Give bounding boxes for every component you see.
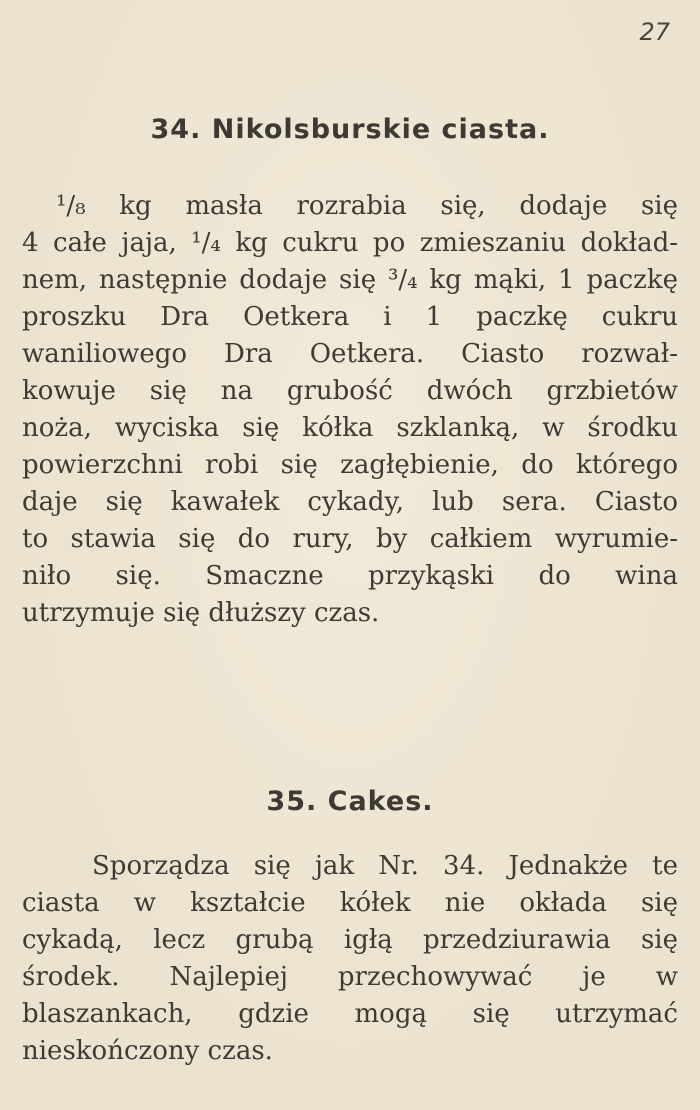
text-line: niło się. Smaczne przykąski do wina <box>22 561 678 591</box>
text-line: nem, następnie dodaje się ³/₄ kg mąki, 1 paczkę <box>22 265 678 295</box>
text-line: noża, wyciska się kółka szklanką, w środku <box>22 413 678 443</box>
text-line: proszku Dra Oetkera i 1 paczkę cukru <box>22 302 678 332</box>
recipe-body <box>22 848 678 1070</box>
text-line: powierzchni robi się zagłębienie, do którego <box>22 450 678 480</box>
text-line: Sporządza się jak Nr. 34. Jednakże te <box>92 851 678 881</box>
recipe-body <box>22 188 678 632</box>
text-line: ciasta w kształcie kółek nie okłada się <box>22 888 678 918</box>
text-line: utrzymuje się dłuższy czas. <box>22 598 380 628</box>
text-line: 4 całe jaja, ¹/₄ kg cukru po zmieszaniu dokład- <box>22 228 678 258</box>
text-line: cykadą, lecz grubą igłą przedziurawia się <box>22 925 678 955</box>
text-line: nieskończony czas. <box>22 1036 273 1066</box>
text-line: kowuje się na grubość dwóch grzbietów <box>22 376 678 406</box>
text-line: blaszankach, gdzie mogą się utrzymać <box>22 999 678 1029</box>
page-number: 27 <box>639 18 670 46</box>
recipe-title: 34. Nikolsburskie ciasta. <box>150 114 550 145</box>
recipe-title: 35. Cakes. <box>266 786 434 817</box>
text-line: to stawia się do rury, by całkiem wyrumie- <box>22 524 678 554</box>
text-line: daje się kawałek cykady, lub sera. Ciasto <box>22 487 678 517</box>
text-line: waniliowego Dra Oetkera. Ciasto rozwał- <box>22 339 678 369</box>
text-line: środek. Najlepiej przechowywać je w <box>22 962 678 992</box>
text-line: ¹/₈ kg masła rozrabia się, dodaje się <box>56 191 678 221</box>
